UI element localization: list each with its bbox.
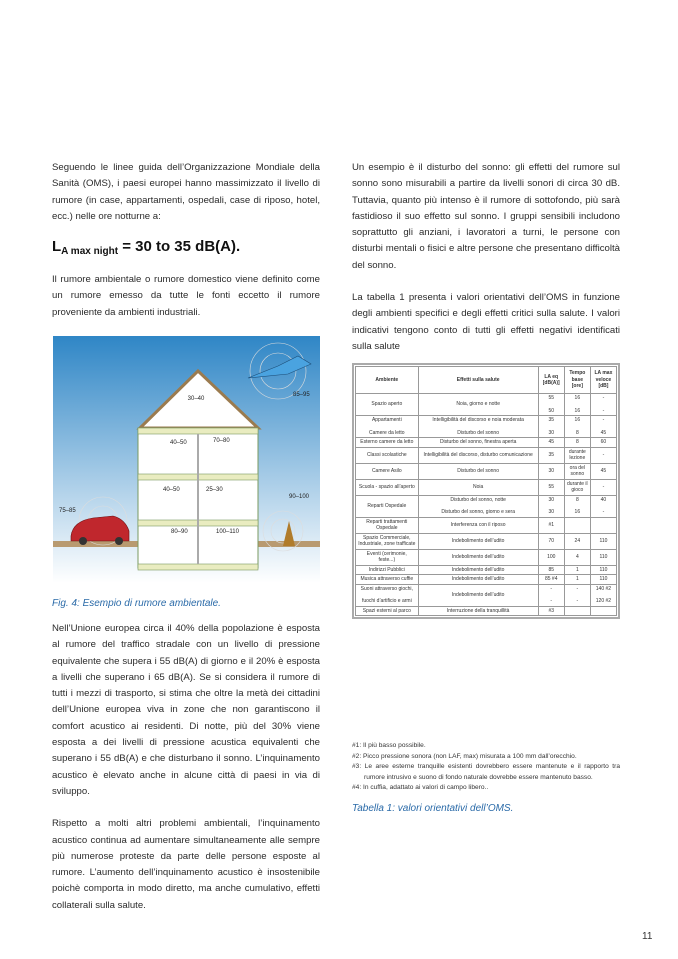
cell-line: 30 — [548, 496, 555, 503]
cell-tempo — [564, 565, 590, 575]
table-row — [356, 416, 617, 438]
cell-effetti — [418, 533, 538, 549]
noise-label: 40–50 — [163, 487, 180, 493]
cell-line: Suoni attraverso giochi, — [360, 585, 413, 592]
cell-line: Camere Asilo — [371, 467, 402, 474]
cell-effetti — [418, 479, 538, 495]
table-row — [356, 549, 617, 565]
cell-tempo — [564, 606, 590, 616]
cell-laeq — [538, 575, 564, 585]
cell-lamax — [590, 495, 616, 517]
column-header: Effetti sulla salute — [418, 367, 538, 394]
cell-lamax — [590, 533, 616, 549]
cell-line: 30 — [548, 429, 555, 436]
cell-laeq — [538, 447, 564, 463]
cell-lamax — [590, 606, 616, 616]
cell-line: - — [602, 417, 605, 423]
cell-effetti — [418, 416, 538, 438]
cell-effetti — [418, 575, 538, 585]
cell-line: Disturbo del sonno, finestra aperta — [439, 439, 517, 445]
cell-line: 16 — [574, 417, 581, 423]
cell-line: 35 — [548, 451, 555, 458]
cell-tempo — [564, 394, 590, 416]
paragraph: La tabella 1 presenta i valori orientativi dell’OMS in funzione degli ambienti specifici e degli effetti critici sulla salute. I valori indicativi tengono conto di tutti gli effetti negativi identificati sulla salute — [352, 292, 620, 352]
cell-effetti — [418, 517, 538, 533]
cell-line: Reparti Ospedale — [367, 502, 407, 509]
table-row — [356, 584, 617, 606]
table-row — [356, 463, 617, 479]
cell-effetti — [418, 549, 538, 565]
cell-ambiente — [356, 517, 419, 533]
cell-lamax — [590, 575, 616, 585]
cell-tempo — [564, 479, 590, 495]
cell-tempo — [564, 463, 590, 479]
cell-laeq — [538, 416, 564, 438]
cell-line: Scuola - spazio all’aperto — [358, 483, 415, 490]
table-row — [356, 438, 617, 448]
column-header: LA max veloce [dB] — [590, 367, 616, 394]
table-row — [356, 394, 617, 416]
cell-line: Indebolimento dell’udito — [451, 591, 505, 598]
cell-tempo — [564, 584, 590, 606]
cell-ambiente — [356, 479, 419, 495]
cell-line: 8 — [575, 439, 579, 445]
column-header: LA eq [dB(A)] — [538, 367, 564, 394]
cell-line: 45 — [600, 467, 607, 474]
noise-label: 40–50 — [170, 440, 187, 446]
cell-ambiente — [356, 549, 419, 565]
cell-laeq — [538, 438, 564, 448]
cell-tempo — [564, 517, 590, 533]
cell-line: - — [602, 509, 605, 515]
cell-laeq — [538, 565, 564, 575]
cell-line: 60 — [600, 439, 607, 445]
cell-laeq — [538, 549, 564, 565]
cell-effetti — [418, 447, 538, 463]
cell-tempo — [564, 495, 590, 517]
cell-line: 85 — [548, 566, 555, 573]
cell-line: - — [602, 395, 605, 401]
table-caption: Tabella 1: valori orientativi dell’OMS. — [352, 803, 514, 814]
cell-ambiente — [356, 606, 419, 616]
cell-line: 85 #4 — [544, 576, 558, 582]
cell-ambiente — [356, 575, 419, 585]
table-row — [356, 575, 617, 585]
table-row — [356, 606, 617, 616]
cell-tempo — [564, 533, 590, 549]
left-column-lower — [52, 621, 320, 922]
cell-ambiente — [356, 533, 419, 549]
cell-line: Disturbo del sonno, giorno e sera — [441, 509, 515, 515]
table-row — [356, 533, 617, 549]
cell-line: Indebolimento dell’udito — [451, 566, 505, 573]
cell-tempo — [564, 549, 590, 565]
paragraph: Nell’Unione europea circa il 40% della popolazione è esposta al rumore del traffico stradale con un livello di pressione equivalente che supera i 55 dB(A) di giorno e il 20% è esposta a livelli che superano i 65 dB(A). Se si considera il rumore di tutti i mezzi di trasporto, si stima che oltre la metà dei cittadini dell’Unione europea viva in zone che non garantiscono il comfort acustico ai residenti. Di notte, più del 30% viene esposta a dei livelli di pressione acustica equivalenti che superano i 55 dB(A) e che disturbano il sonno. L’inquinamento acustico è elevato anche in alcune città di paesi in via di sviluppo. — [52, 623, 320, 797]
cell-line: Noia, giorno e notte — [456, 401, 500, 408]
cell-line: 8 — [575, 496, 579, 503]
cell-line: 55 — [548, 483, 555, 490]
cell-line: Interruzione della tranquillità — [446, 607, 510, 614]
cell-line: 4 — [575, 553, 579, 560]
cell-line: - — [602, 407, 605, 414]
cell-ambiente — [356, 394, 419, 416]
cell-line: Indebolimento dell’udito — [451, 553, 505, 560]
cell-line: Reparti trattamenti Ospedale — [366, 518, 408, 531]
cell-ambiente — [356, 495, 419, 517]
cell-effetti — [418, 463, 538, 479]
cell-line: 50 — [548, 407, 555, 414]
cell-line: Disturbo del sonno — [457, 467, 499, 474]
cell-line: 70 — [548, 537, 555, 544]
cell-lamax — [590, 463, 616, 479]
cell-laeq — [538, 584, 564, 606]
cell-line: 45 — [548, 439, 555, 445]
cell-effetti — [418, 606, 538, 616]
cell-line: Noia — [473, 483, 484, 490]
footnote: #1: Il più basso possibile. — [352, 742, 426, 749]
cell-lamax — [590, 438, 616, 448]
right-column — [352, 160, 620, 363]
cell-lamax — [590, 416, 616, 438]
cell-line: Spazio Commerciale, Industriale, zone trafficate — [358, 534, 416, 547]
cell-line: - — [602, 483, 605, 490]
cell-line: Eventi (cerimonie, feste...) — [366, 550, 407, 563]
cell-line: Disturbo del sonno, notte — [450, 496, 506, 503]
footnote: #2: Picco pressione sonora (non LAF, max) misurata a 100 mm dall’orecchio. — [352, 752, 577, 760]
noise-label: 80–90 — [171, 529, 188, 535]
table-row — [356, 565, 617, 575]
cell-line: Disturbo del sonno — [457, 429, 499, 436]
cell-lamax — [590, 549, 616, 565]
formula-symbol: L — [52, 238, 62, 256]
cell-line: fuochi d’artificio e armi — [361, 598, 412, 604]
cell-line: - — [550, 585, 553, 592]
table-header-row — [356, 367, 617, 394]
cell-laeq — [538, 517, 564, 533]
cell-line: 16 — [574, 407, 581, 414]
noise-label: 70–80 — [213, 438, 230, 444]
cell-line: 16 — [574, 509, 581, 515]
cell-line: 45 — [600, 429, 607, 436]
cell-line: 1 — [575, 566, 579, 573]
cell-effetti — [418, 565, 538, 575]
cell-line: - — [550, 598, 553, 604]
cell-line: 24 — [574, 537, 581, 544]
cell-line: 110 — [599, 566, 608, 573]
cell-line: Indebolimento dell’udito — [451, 537, 505, 544]
cell-line: 16 — [574, 395, 581, 401]
noise-label: 100–110 — [216, 529, 239, 535]
cell-line: - — [576, 598, 579, 604]
cell-effetti — [418, 584, 538, 606]
left-column — [52, 160, 320, 329]
noise-label: 25–30 — [206, 487, 223, 493]
table-row — [356, 517, 617, 533]
cell-lamax — [590, 517, 616, 533]
cell-line: Indebolimento dell’udito — [451, 576, 505, 582]
cell-line: #3 — [548, 607, 555, 614]
cell-line: 55 — [548, 395, 555, 401]
cell-laeq — [538, 495, 564, 517]
cell-line: Musica attraverso cuffie — [360, 576, 414, 582]
cell-laeq — [538, 533, 564, 549]
cell-ambiente — [356, 447, 419, 463]
cell-line: 110 — [599, 537, 608, 544]
formula-value: = 30 to 35 dB(A). — [118, 238, 241, 256]
noise-label: 30–40 — [187, 396, 205, 402]
noise-label: 90–100 — [289, 494, 310, 500]
cell-tempo — [564, 416, 590, 438]
cell-line: Spazio aperto — [371, 401, 403, 408]
cell-line: #1 — [548, 521, 555, 528]
table-row — [356, 479, 617, 495]
cell-line: Indirizzi Pubblici — [368, 566, 405, 573]
cell-line: 35 — [548, 417, 555, 423]
cell-tempo — [564, 438, 590, 448]
cell-line: 110 — [599, 576, 608, 582]
cell-effetti — [418, 495, 538, 517]
cell-line: 140 #2 — [595, 585, 612, 592]
paragraph: Un esempio è il disturbo del sonno: gli effetti del rumore sul sonno sono misurabili a partire da livelli sonori di circa 30 dB. Tuttavia, quanto più intenso è il rumore di sottofondo, più sarà fastidioso il suo effetto sul sonno. I gruppi sensibili includono soprattutto gli anziani, i lavoratori a turni, le persone con disturbi mentali o fisici e altre persone che presentano difficoltà del sonno. — [352, 162, 620, 271]
cell-line: Interferenza con il riposo — [450, 521, 506, 528]
cell-line: ora del sonno — [569, 464, 585, 477]
table-row — [356, 495, 617, 517]
page-number: 11 — [642, 931, 653, 942]
cell-line: 120 #2 — [595, 598, 612, 604]
cell-effetti — [418, 438, 538, 448]
cell-line: Intelligibilità del discorso, disturbo comunicazione — [423, 451, 533, 458]
cell-line: durante lezione — [568, 448, 586, 461]
cell-line: 100 — [547, 553, 556, 560]
cell-line: Esterno camere da letto — [360, 439, 414, 445]
cell-line: 110 — [599, 553, 608, 560]
cell-line: 40 — [600, 496, 607, 503]
column-header: Ambiente — [356, 367, 419, 394]
figure-caption: Fig. 4: Esempio di rumore ambientale. — [52, 598, 221, 609]
cell-lamax — [590, 394, 616, 416]
cell-laeq — [538, 479, 564, 495]
cell-line: Intelligibilità del discorso e noia moderata — [432, 417, 524, 423]
cell-line: Classi scolastiche — [366, 451, 407, 458]
cell-ambiente — [356, 463, 419, 479]
paragraph: Il rumore ambientale o rumore domestico viene definito come un rumore emesso da tutte le fonti eccetto il rumore proveniente da ambienti industriali. — [52, 274, 320, 318]
cell-ambiente — [356, 565, 419, 575]
cell-lamax — [590, 584, 616, 606]
cell-line: 1 — [575, 576, 579, 582]
footnote: #4: In cuffia, adattato ai valori di campo libero.. — [352, 784, 489, 791]
noise-label: 85–95 — [293, 392, 310, 398]
cell-tempo — [564, 575, 590, 585]
noise-illustration — [53, 336, 320, 583]
column-header: Tempo base [ore] — [564, 367, 590, 394]
cell-line: - — [602, 451, 605, 458]
cell-line: 30 — [548, 467, 555, 474]
cell-tempo — [564, 447, 590, 463]
cell-lamax — [590, 565, 616, 575]
cell-ambiente — [356, 584, 419, 606]
cell-laeq — [538, 463, 564, 479]
cell-lamax — [590, 479, 616, 495]
cell-laeq — [538, 606, 564, 616]
formula-subscript: A max night — [61, 246, 119, 258]
cell-line: - — [576, 585, 579, 592]
cell-line: 8 — [575, 429, 579, 436]
cell-line: Spazi esterni al parco — [362, 607, 411, 614]
formula — [52, 237, 320, 262]
cell-ambiente — [356, 438, 419, 448]
table-row — [356, 447, 617, 463]
cell-laeq — [538, 394, 564, 416]
table-footnotes — [352, 741, 620, 794]
cell-line: durante il gioco — [567, 480, 588, 493]
paragraph: Rispetto a molti altri problemi ambientali, l’inquinamento acustico continua ad aumentare simultaneamente alle sempre più numerose proteste da parte delle persone esposte al rumore. L’aumento dell’inquinamento acustico è insostenibile poichè comporta in modo diretto, ma anche cumulativo, effetti collaterali sulla salute. — [52, 818, 320, 911]
cell-line: 30 — [548, 509, 555, 515]
cell-line: Camere da letto — [369, 429, 405, 436]
who-guideline-table — [352, 363, 620, 619]
noise-label: 75–85 — [59, 508, 76, 514]
paragraph: Seguendo le linee guida dell’Organizzazione Mondiale della Sanità (OMS), i paesi europei hanno massimizzato il livello di rumore (in case, appartamenti, ospedali, case di riposo, hotel, ecc.) nelle ore notturne a: — [52, 162, 320, 222]
cell-ambiente — [356, 416, 419, 438]
cell-line: Appartamenti — [371, 417, 402, 423]
cell-effetti — [418, 394, 538, 416]
footnote: #3: Le aree esterne tranquille esistenti dovrebbero essere mantenute e il rapporto tra rumore intrusivo e suono di fondo naturale dovrebbe essere mantenuto basso. — [352, 763, 620, 781]
cell-lamax — [590, 447, 616, 463]
